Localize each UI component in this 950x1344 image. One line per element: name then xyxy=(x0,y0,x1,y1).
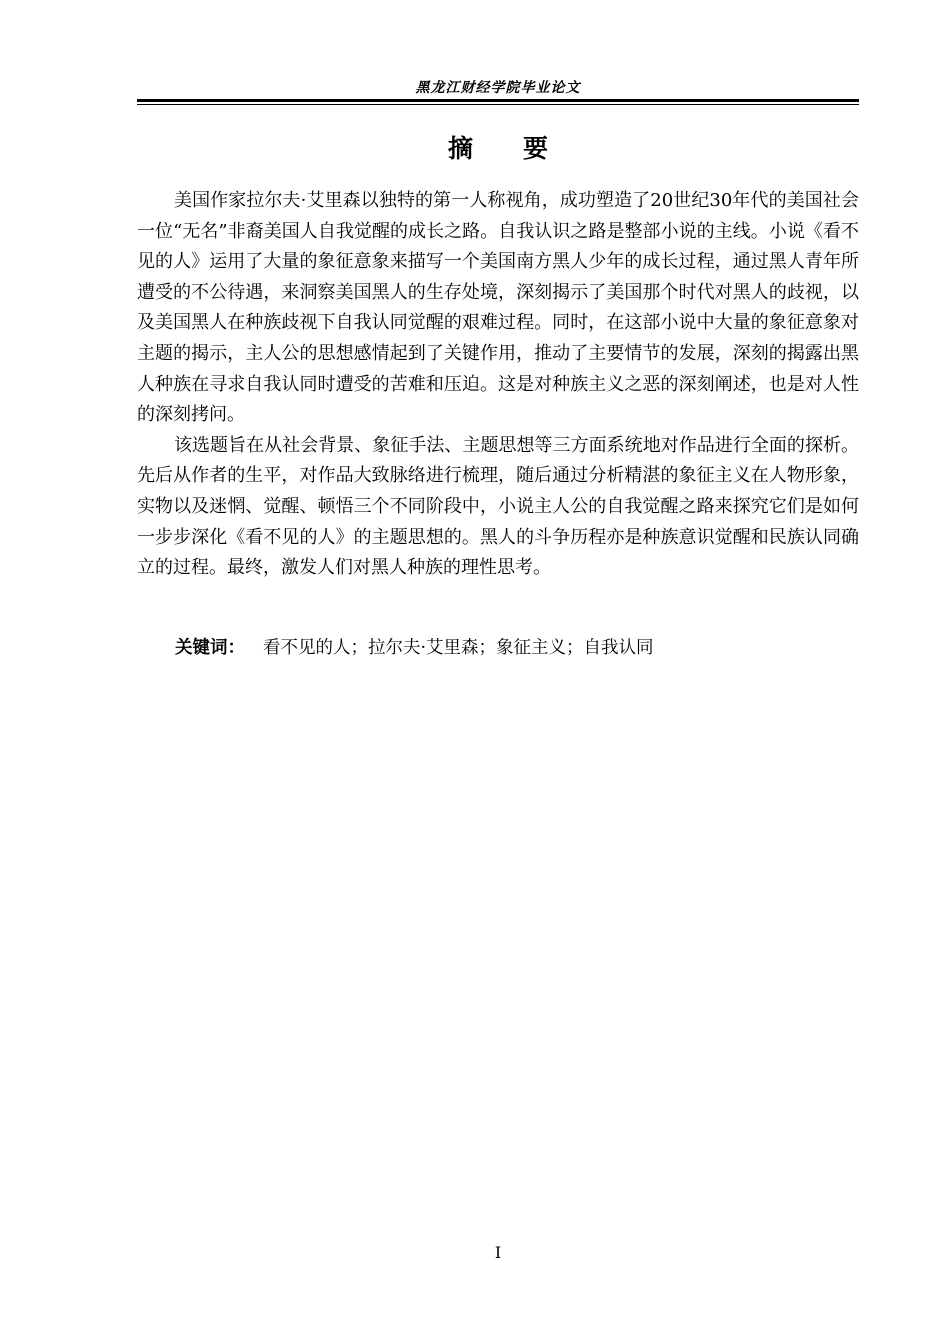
keywords-line xyxy=(175,633,859,663)
abstract-paragraph-2: 该选题旨在从社会背景、象征手法、主题思想等三方面系统地对作品进行全面的探析。先后从作者的生平，对作品大致脉络进行梳理，随后通过分析精湛的象征主义在人物形象，实物以及迷惘、觉醒、顿悟三个不同阶段中，小说主人公的自我觉醒之路来探究它们是如何一步步深化《看不见的人》的主题思想的。黑人的斗争历程亦是种族意识觉醒和民族认同确立的过程。最终，激发人们对黑人种族的理性思考。 xyxy=(137,434,859,579)
page-number: I xyxy=(494,1243,502,1262)
keywords-value: 看不见的人；拉尔夫·艾里森；象征主义；自我认同 xyxy=(263,638,654,658)
running-header: 黑龙江财经学院毕业论文 xyxy=(415,80,581,96)
abstract-title: 摘 要 xyxy=(447,134,548,163)
abstract-body xyxy=(137,186,859,584)
abstract-paragraph-1: 美国作家拉尔夫·艾里森以独特的第一人称视角，成功塑造了20世纪30年代的美国社会一位“无名”非裔美国人自我觉醒的成长之路。自我认识之路是整部小说的主线。小说《看不见的人》运用了大量的象征意象来描写一个美国南方黑人少年的成长过程，通过黑人青年所遭受的不公待遇，来洞察美国黑人的生存处境，深刻揭示了美国那个时代对黑人的歧视，以及美国黑人在种族歧视下自我认同觉醒的艰难过程。同时，在这部小说中大量的象征意象对主题的揭示，主人公的思想感情起到了关键作用，推动了主要情节的发展，深刻的揭露出黑人种族在寻求自我认同时遭受的苦难和压迫。这是对种族主义之恶的深刻阐述，也是对人性的深刻拷问。 xyxy=(137,190,859,426)
keywords-label: 关键词： xyxy=(175,638,245,658)
header-rule-thin xyxy=(137,104,859,105)
header-rule-thick xyxy=(137,99,859,102)
